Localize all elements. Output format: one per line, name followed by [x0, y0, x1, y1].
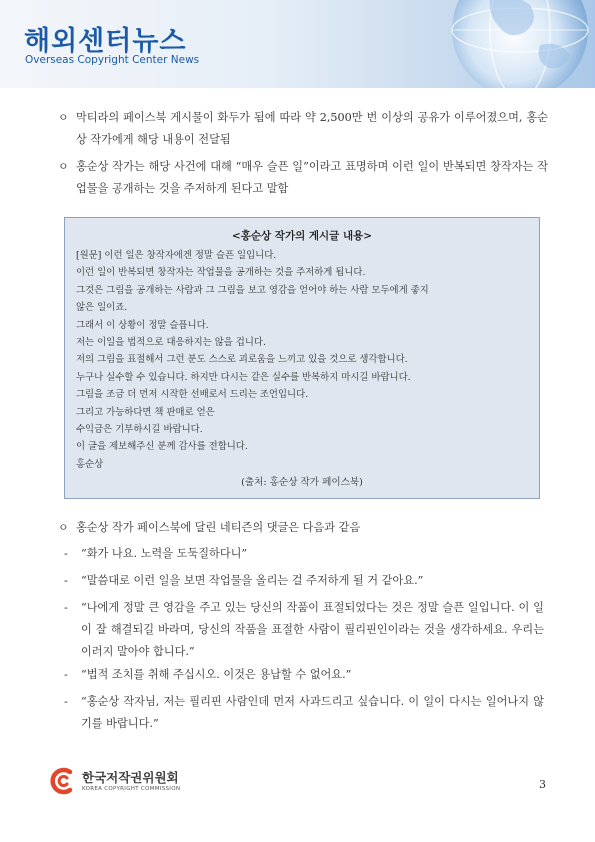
- quote-box-title: <홍순상 작가의 게시글 내용>: [231, 230, 373, 242]
- bullet-text: 막티라의 페이스북 게시물이 화두가 됨에 따라 약 2,500만 번 이상의 공유가 이루어졌으며, 홍순상 작가에게 해당 내용이 전달됨: [76, 111, 548, 146]
- quote-line: 그것은 그림을 공개하는 사람과 그 그림을 보고 영감을 얻어야 하는 사람 모두에게 좋지: [76, 284, 429, 296]
- bullet-text: 홍순상 작가는 해당 사건에 대해 “매우 슬픈 일”이라고 표명하며 이런 일이 반복되면 창작자는 작업물을 공개하는 것을 주저하게 된다고 말함: [76, 160, 548, 195]
- comment-text: “법적 조치를 취해 주십시오. 이것은 용납할 수 없어요.”: [81, 668, 352, 681]
- quote-line: 수익금은 기부하시길 바랍니다.: [76, 424, 203, 436]
- comment-item: [64, 597, 544, 663]
- quote-line: 홍순상: [76, 458, 104, 470]
- bullet-item: [58, 517, 548, 539]
- quote-source: (출처: 홍순상 작가 페이스북): [241, 477, 363, 488]
- quote-line: 누구나 실수할 수 있습니다. 하지만 다시는 같은 실수를 반복하지 마시길 바랍니다.: [76, 371, 411, 383]
- dash-mark: -: [64, 695, 68, 708]
- dash-mark: -: [64, 574, 68, 587]
- quote-line: 그래서 이 상황이 정말 슬픕니다.: [76, 319, 209, 331]
- comment-item: [64, 543, 544, 565]
- commission-logo-icon: [48, 766, 78, 796]
- bullet-mark: ㅇ: [58, 160, 69, 173]
- footer-org-name: 한국저작권위원회: [82, 770, 179, 785]
- header-subtitle: Overseas Copyright Center News: [25, 54, 200, 66]
- quote-line: 않은 일이죠.: [76, 302, 128, 314]
- bullet-item: [58, 156, 548, 200]
- globe-icon: [430, 0, 590, 88]
- page-number: 3: [539, 778, 546, 791]
- comment-text: “홍순상 작자님, 저는 필리핀 사람인데 먼저 사과드리고 싶습니다. 이 일이 다시는 일어나지 않기를 바랍니다.”: [81, 695, 544, 730]
- quote-line: 이 글을 제보해주신 분께 감사를 전합니다.: [76, 441, 248, 453]
- quote-box: [64, 217, 540, 499]
- bullet-text: 홍순상 작가 페이스북에 달린 네티즌의 댓글은 다음과 같음: [76, 521, 361, 534]
- header-title: 해외센터뉴스: [24, 26, 187, 57]
- comment-item: [64, 664, 544, 686]
- bullet-item: [58, 107, 548, 151]
- comment-text: “말씀대로 이런 일을 보면 작업물을 올리는 걸 주저하게 될 거 같아요.”: [81, 574, 424, 587]
- page-header: [0, 0, 595, 88]
- comment-item: [64, 691, 544, 735]
- footer-org-name-en: KOREA COPYRIGHT COMMISSION: [82, 786, 181, 792]
- quote-line: 그리고 가능하다면 책 판매로 얻은: [76, 406, 215, 418]
- dash-mark: -: [64, 547, 68, 560]
- quote-box-body: [76, 247, 531, 473]
- bullet-mark: ㅇ: [58, 521, 69, 534]
- quote-line: [원문] 이런 일은 창작자에겐 정말 슬픈 일입니다.: [76, 250, 277, 261]
- comment-item: [64, 570, 544, 592]
- comment-text: “나에게 정말 큰 영감을 주고 있는 당신의 작품이 표절되었다는 것은 정말 슬픈 일입니다. 이 일이 잘 해결되길 바라며, 당신의 작품을 표절한 사람이 필리핀인이라는 것을 생각하세요. 우리는 이러지 말아야 합니다.”: [81, 601, 544, 658]
- quote-line: 그림을 조금 더 먼저 시작한 선배로서 드리는 조언입니다.: [76, 389, 309, 401]
- comment-text: “화가 나요. 노력을 도둑질하다니”: [81, 547, 248, 560]
- quote-line: 저는 이일을 법적으로 대응하지는 않을 겁니다.: [76, 337, 266, 349]
- quote-line: 이런 일이 반복되면 창작자는 작업물을 공개하는 것을 주저하게 됩니다.: [76, 267, 366, 279]
- bullet-mark: ㅇ: [58, 111, 69, 124]
- dash-mark: -: [64, 601, 68, 614]
- dash-mark: -: [64, 668, 68, 681]
- quote-line: 저의 그림을 표절해서 그런 분도 스스로 괴로움을 느끼고 있을 것으로 생각합니다.: [76, 354, 408, 366]
